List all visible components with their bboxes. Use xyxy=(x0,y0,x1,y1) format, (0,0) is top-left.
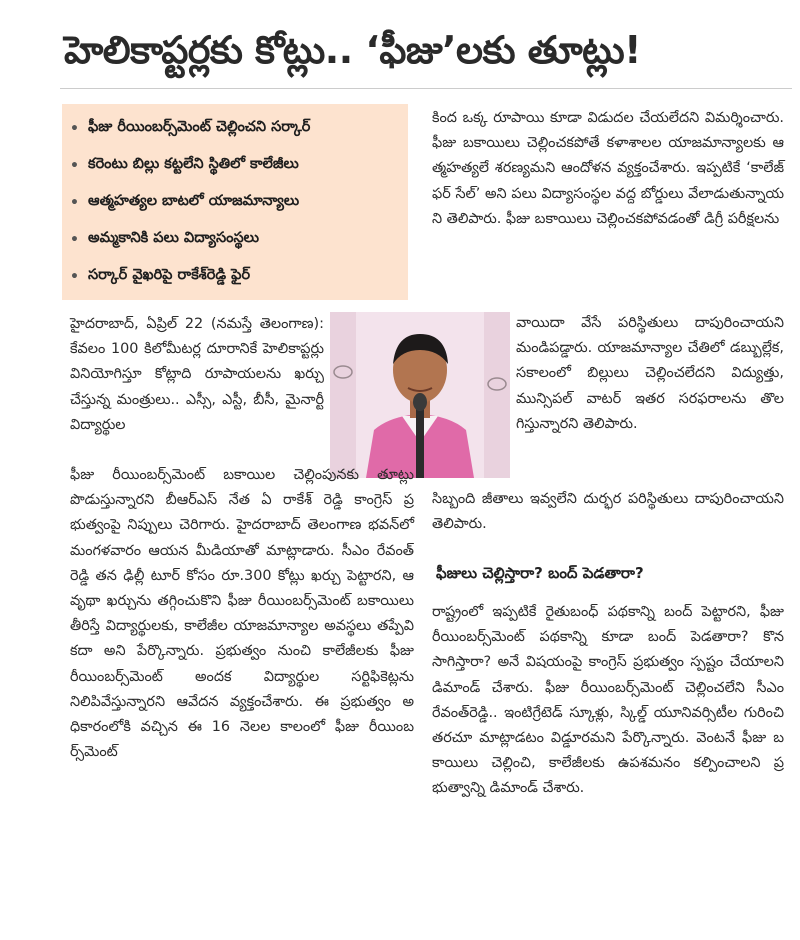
highlight-item xyxy=(70,184,402,221)
article-paragraph: రాష్ట్రంలో ఇప్పటికే రైతుబంధ్ పథకాన్ని బంద్ పెట్టారని, ఫీజు రీయింబర్స్‌మెంట్ పథకాన్ని కూడా బంద్ పెడతారా? కొనసాగిస్తారా? అనే విషయంపై కాంగ్రెస్ ప్రభుత్వం స్పష్టం చేయాలని డిమాండ్ చేశారు. ఫీజు రీయింబర్స్‌మెంట్ చెల్లించలేని సీఎం రేవంత్‌రెడ్డి.. ఇంటిగ్రేటెడ్ స్కూళ్లు, స్కిల్డ్ యూనివర్సిటీల గురించి తరచూ మాట్లాడటం విడ్డూరమని పేర్కొన్నారు. వెంటనే ఫీజు బకాయిలు చెల్లించి, కాలేజీలకు ఉపశమనం కల్పించాలని ప్రభుత్వాన్ని డిమాండ్ చేశారు. xyxy=(432,604,784,797)
article-body-right-bottom xyxy=(432,487,784,537)
article-subheading: ఫీజులు చెల్లిస్తారా? బంద్ పెడతారా? xyxy=(436,564,644,582)
article-paragraph: హైదరాబాద్, ఏప్రిల్ 22 (నమస్తే తెలంగాణ): కేవలం 100 కిలోమీటర్ల దూరానికే హెలికాప్టర్లు వినియోగిస్తూ కోట్లాది రూపాయలను ఖర్చు చేస్తున్న మంత్రులు.. ఎస్సీ, ఎస్టీ, బీసీ, మైనార్టీ విద్యార్థుల xyxy=(70,316,324,433)
headline-divider xyxy=(60,88,792,89)
article-body-right-mid xyxy=(516,311,784,437)
highlight-text: సర్కార్ వైఖరిపై రాకేశ్‌రెడ్డి ఫైర్ xyxy=(88,266,251,283)
article-body-right-top xyxy=(432,106,784,232)
article-paragraph: ఫీజు రీయింబర్స్‌మెంట్ బకాయిల చెల్లింపునకు తూట్లు పొడుస్తున్నారని బీఆర్ఎస్ నేత ఏ రాకేశ్ రెడ్డి కాంగ్రెస్ ప్రభుత్వంపై నిప్పులు చెరిగారు. హైదరాబాద్ తెలంగాణ భవన్‌లో మంగళవారం ఆయన మీడియాతో మాట్లాడారు. సీఎం రేవంత్ రెడ్డి తన ఢిల్లీ టూర్ కోసం రూ.300 కోట్లు ఖర్చు పెట్టారని, ఆ వృథా ఖర్చును తగ్గించుకొని ఫీజు రీయింబర్స్‌మెంట్ బకాయిలు తీరిస్తే విద్యార్థులకు, కాలేజీల యాజమాన్యాల అవస్థలు తప్పేవి కదా అని పేర్కొన్నారు. ప్రభుత్వం నుంచి కాలేజీలకు ఫీజు రీయింబర్స్‌మెంట్ అందక విద్యార్థుల సర్టిఫికెట్లను నిలిపివేస్తున్నారని ఆవేదన వ్యక్తంచేశారు. ఈ ప్రభుత్వం అధికారంలోకి వచ్చిన ఈ 16 నెలల కాలంలో ఫీజు రీయింబర్స్‌మెంట్ xyxy=(70,467,414,761)
bullet-icon: • xyxy=(70,194,79,211)
highlight-item xyxy=(70,147,402,184)
speaker-photo-illustration xyxy=(330,312,510,478)
article-paragraph: కింద ఒక్క రూపాయి కూడా విడుదల చేయలేదని విమర్శించారు. ఫీజు బకాయిలు చెల్లించకపోతే కళాశాలల యాజమాన్యాలకు ఆత్మహత్యలే శరణ్యమని ఆందోళన వ్యక్తంచేశారు. ఇప్పటికే ‘కాలేజ్ ఫర్ సేల్’ అని పలు విద్యాసంస్థల వద్ద బోర్డులు వేలాడుతున్నాయని తెలిపారు. ఫీజు బకాయిలు చెల్లించకపోవడంతో డిగ్రీ పరీక్షలను xyxy=(432,110,784,227)
highlights-box xyxy=(62,104,408,300)
article-body-left-bottom xyxy=(70,463,414,765)
headline: హెలికాప్టర్లకు కోట్లు.. ‘ఫీజు’లకు తూట్లు! xyxy=(64,28,641,72)
article-paragraph: వాయిదా వేసే పరిస్థితులు దాపురించాయని మండిపడ్డారు. యాజమాన్యాల చేతిలో డబ్బుల్లేక, సకాలంలో బిల్లులు చెల్లించలేదని విద్యుత్తు, మున్సిపల్ వాటర్ ఇతర సరఫరాలను తొలగిస్తున్నారని తెలిపారు. xyxy=(516,315,784,432)
highlight-text: ఆత్మహత్యల బాటలో యాజమాన్యాలు xyxy=(88,192,300,209)
highlight-item xyxy=(70,221,402,258)
bullet-icon: • xyxy=(70,268,79,285)
highlight-item xyxy=(70,258,402,295)
article-paragraph: సిబ్బంది జీతాలు ఇవ్వలేని దుర్భర పరిస్థితులు దాపురించాయని తెలిపారు. xyxy=(432,491,784,533)
bullet-icon: • xyxy=(70,157,79,174)
highlight-text: ఫీజు రీయింబర్స్‌మెంట్ చెల్లించని సర్కార్ xyxy=(88,118,311,135)
article-body-right-tail xyxy=(432,600,784,802)
highlight-text: కరెంటు బిల్లు కట్టలేని స్థితిలో కాలేజీలు xyxy=(88,155,299,172)
speaker-photo xyxy=(330,312,510,478)
bullet-icon: • xyxy=(70,120,79,137)
bullet-icon: • xyxy=(70,231,79,248)
highlight-text: అమ్మకానికి పలు విద్యాసంస్థలు xyxy=(88,229,259,246)
article-body-left-top xyxy=(70,312,324,438)
highlight-item xyxy=(70,110,402,147)
